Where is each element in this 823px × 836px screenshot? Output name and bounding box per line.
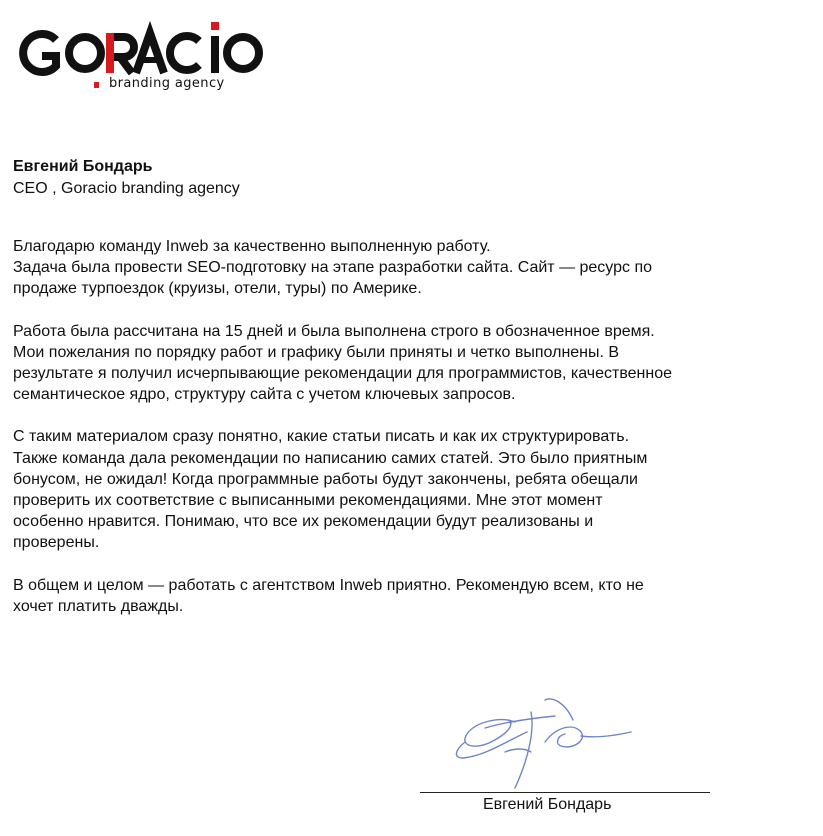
paragraph-4 <box>13 575 803 617</box>
text-line: хочет платить дважды. <box>13 597 184 615</box>
goracio-logo <box>12 18 272 94</box>
text-line: С таким материалом сразу понятно, какие статьи писать и как их структурировать. <box>13 428 630 446</box>
logo-tagline: branding agency <box>109 76 225 91</box>
text-line: особенно нравится. Понимаю, что все их рекомендации будут реализованы и <box>13 513 594 531</box>
text-line: Мои пожелания по порядку работ и графику были приняты и четко выполнены. В <box>13 343 620 361</box>
letter-body <box>13 236 803 638</box>
author-position: CEO , Goracio branding agency <box>13 180 240 197</box>
paragraph-2 <box>13 321 803 406</box>
text-line: семантическое ядро, структуру сайта с учетом ключевых запросов. <box>13 386 516 404</box>
text-line: результате я получил исчерпывающие рекомендации для программистов, качественное <box>13 365 673 383</box>
text-line: Работа была рассчитана на 15 дней и была выполнена строго в обозначенное время. <box>13 322 655 340</box>
author-block <box>13 156 240 200</box>
signature-name: Евгений Бондарь <box>483 796 612 813</box>
text-line: Также команда дала рекомендации по написанию самих статей. Это было приятным <box>13 449 648 467</box>
text-line: проверить их соответствие с выписанными рекомендациями. Мне этот момент <box>13 492 603 510</box>
paragraph-1 <box>13 236 803 300</box>
handwritten-signature <box>445 692 645 792</box>
signature-line <box>420 792 710 793</box>
text-line: Задача была провести SEO-подготовку на этапе разработки сайта. Сайт — ресурс по <box>13 259 653 277</box>
text-line: проверены. <box>13 534 100 552</box>
text-line: бонусом, не ожидал! Когда программные работы будут закончены, ребята обещали <box>13 470 638 488</box>
text-line: продаже турпоездок (круизы, отели, туры) по Америке. <box>13 280 422 298</box>
author-name: Евгений Бондарь <box>13 158 153 175</box>
text-line: В общем и целом — работать с агентством Inweb приятно. Рекомендую всем, кто не <box>13 576 644 594</box>
text-line: Благодарю команду Inweb за качественно выполненную работу. <box>13 238 491 255</box>
paragraph-3 <box>13 426 803 553</box>
